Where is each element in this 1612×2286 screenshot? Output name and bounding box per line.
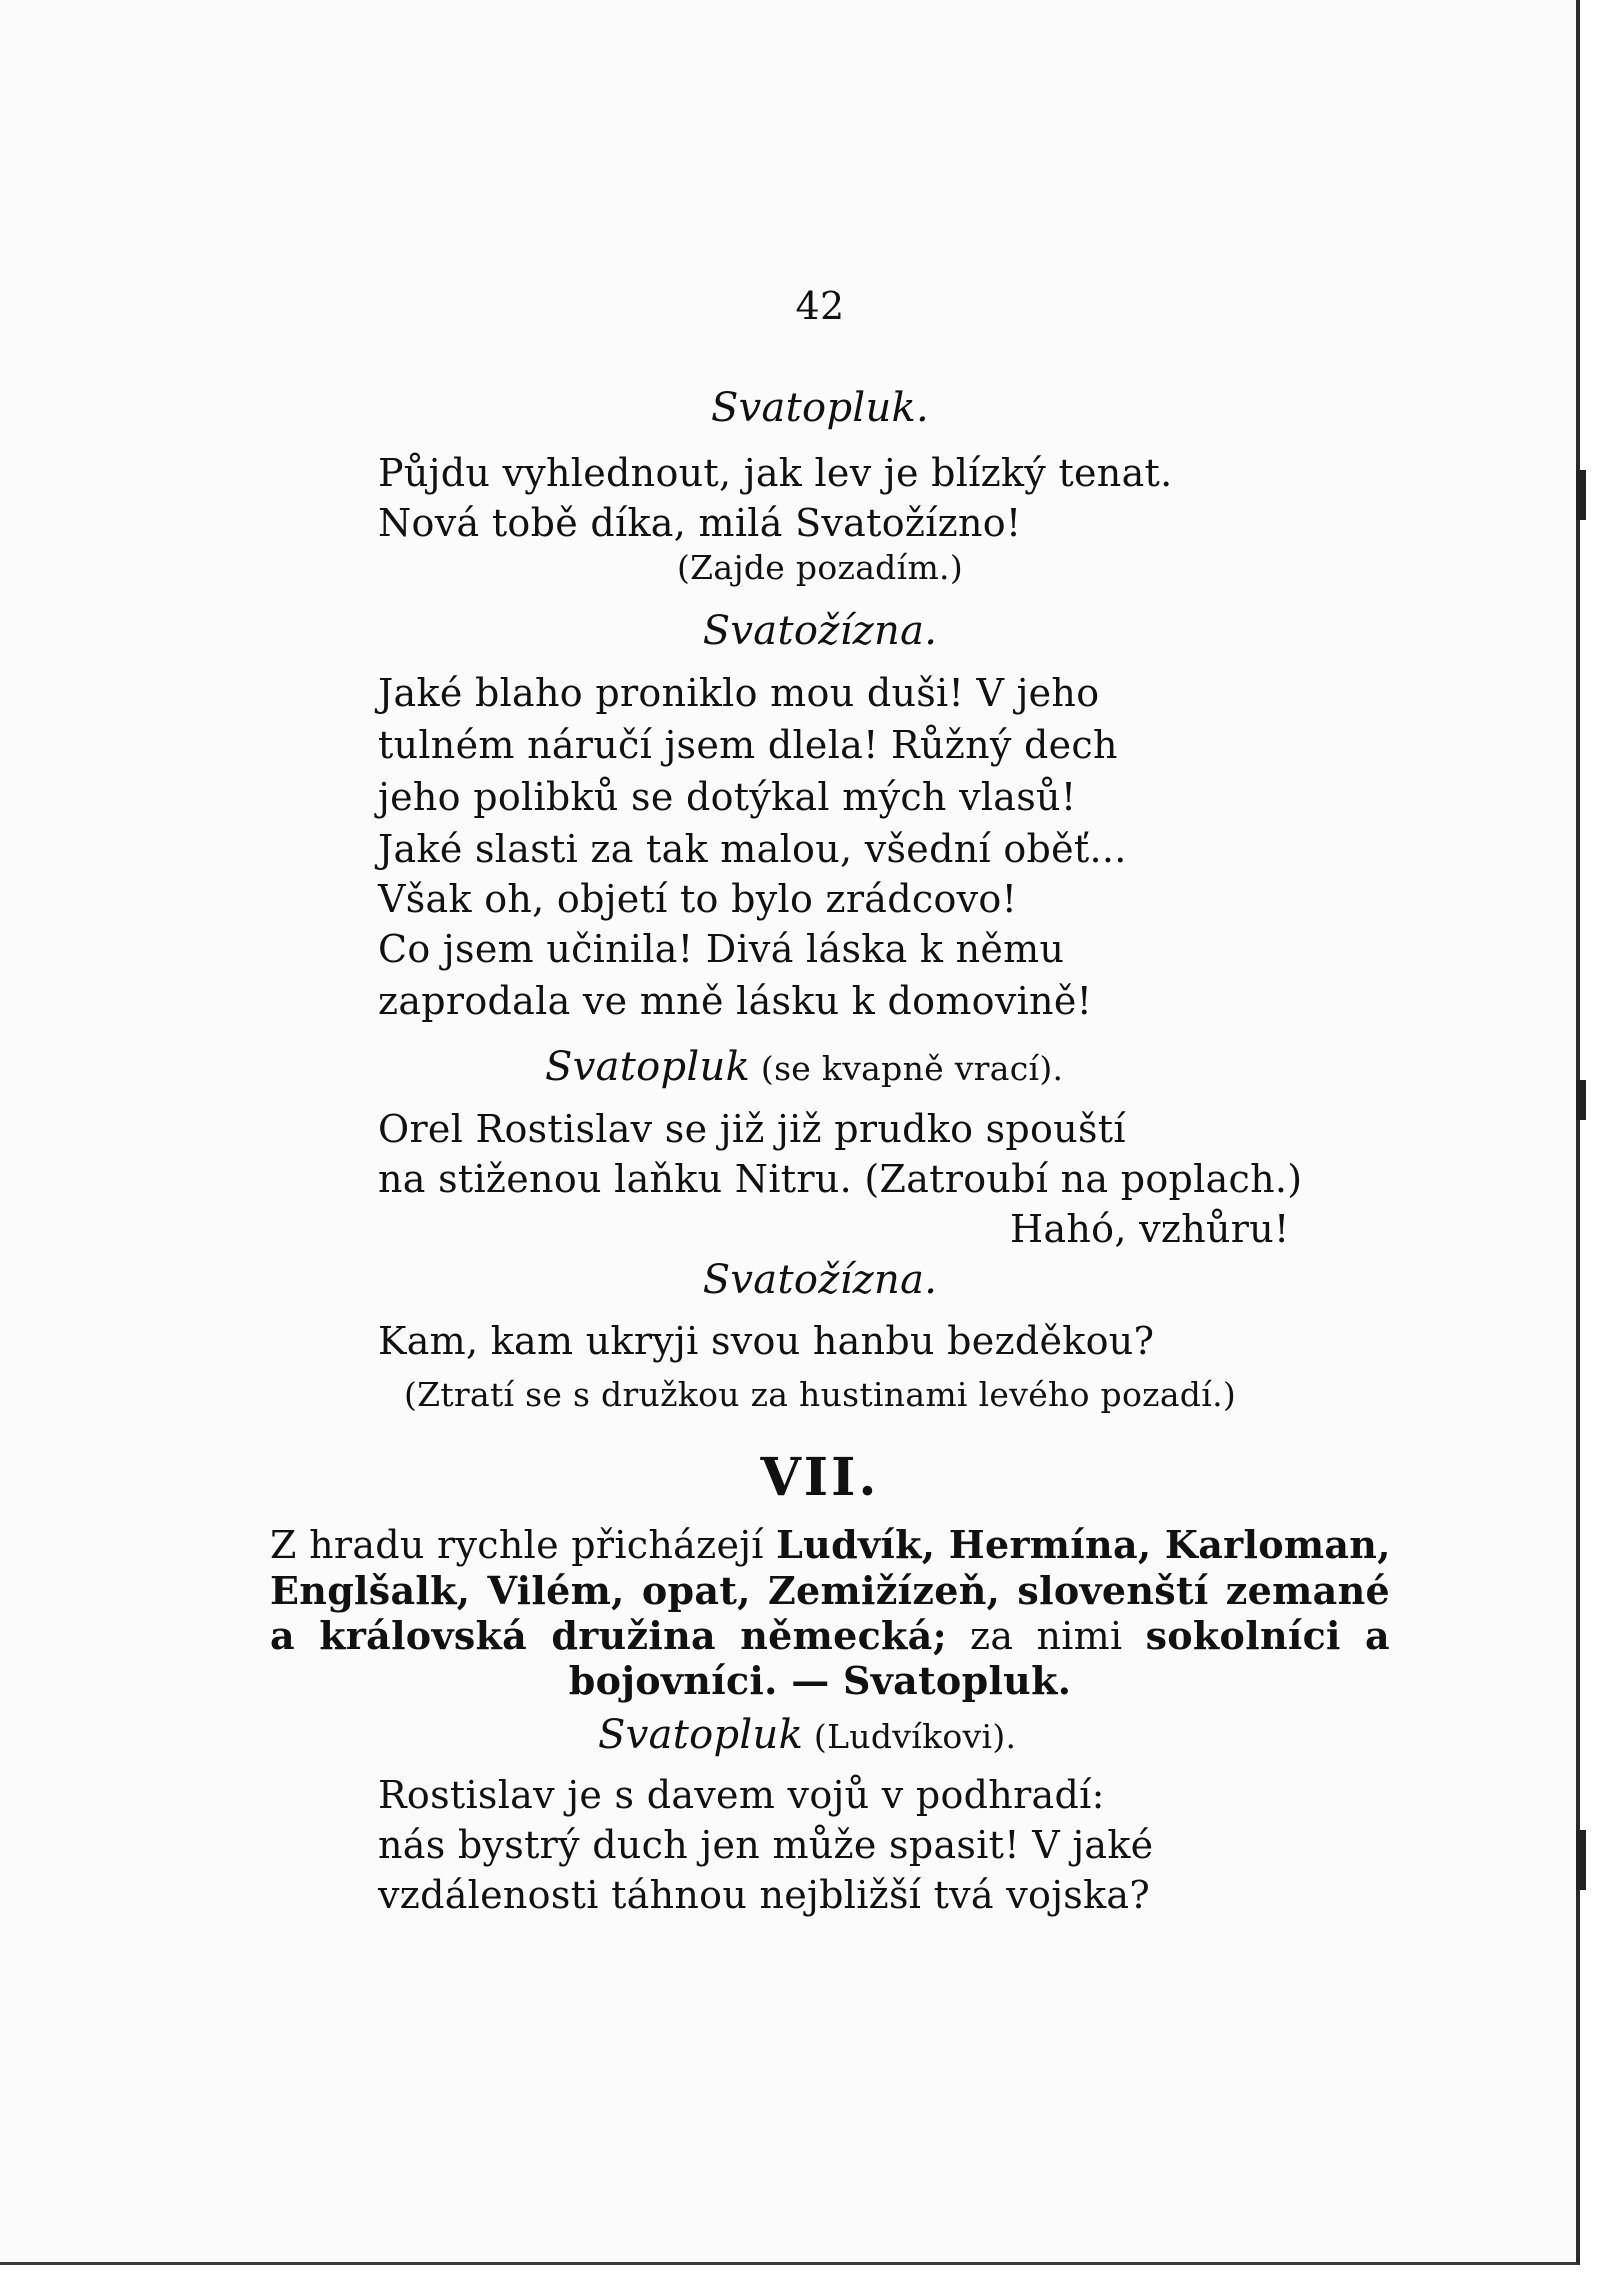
verse-line: Jaké blaho proniklo mou duši! V jeho — [378, 671, 1100, 715]
stage-direction: (Zajde pozadím.) — [676, 548, 964, 587]
speaker-svatozizna-1: Svatožízna. — [702, 608, 938, 654]
verse-line: jeho polibků se dotýkal mých vlasů! — [378, 775, 1077, 819]
scene-text: Z hradu rychle přicházejí — [270, 1523, 777, 1567]
speaker-direction: (se kvapně vrací). — [750, 1049, 1064, 1088]
speaker-line-svatopluk-3 — [598, 1712, 1016, 1760]
speaker-direction: (Ludvíkovi). — [803, 1717, 1017, 1756]
verse-line: Kam, kam ukryji svou hanbu bezděkou? — [378, 1319, 1155, 1363]
scan-edge-mark — [1576, 1080, 1586, 1120]
verse-line: Jaké slasti za tak malou, všední oběť... — [378, 827, 1127, 871]
character-names: Ludvík, Hermína, Karloman, — [776, 1522, 1391, 1567]
scene-description-line — [270, 1522, 1390, 1568]
act-title: VII. — [760, 1447, 880, 1508]
verse-line: Půjdu vyhlednout, jak lev je blízký tenat. — [378, 451, 1173, 495]
scan-edge-mark — [1576, 1830, 1586, 1890]
page-number: 42 — [795, 284, 845, 328]
scene-text: za nimi — [946, 1614, 1146, 1658]
speaker-svatopluk-3: Svatopluk — [598, 1712, 804, 1758]
verse-line: Rostislav je s davem vojů v podhradí: — [378, 1773, 1105, 1817]
verse-line: Hahó, vzhůru! — [1010, 1207, 1290, 1251]
scene-description-line — [270, 1568, 1390, 1614]
verse-line: vzdálenosti táhnou nejbližší tvá vojska? — [378, 1873, 1151, 1917]
character-names: Englšalk, Vilém, opat, Zemižízeň, slovenští zemané — [270, 1568, 1390, 1613]
verse-line: nás bystrý duch jen může spasit! V jaké — [378, 1823, 1154, 1867]
stage-direction: (Ztratí se s družkou za hustinami levého pozadí.) — [403, 1375, 1237, 1414]
scene-description-line: bojovníci. — Svatopluk. — [568, 1658, 1072, 1703]
scan-edge-mark — [1576, 470, 1586, 520]
verse-line: Nová tobě díka, milá Svatožízno! — [378, 501, 1022, 545]
character-names: sokolníci a — [1145, 1613, 1390, 1658]
verse-line: Však oh, objetí to bylo zrádcovo! — [378, 877, 1018, 921]
scene-description-line — [270, 1613, 1390, 1659]
speaker-svatozizna-2: Svatožízna. — [702, 1257, 938, 1303]
verse-line: Co jsem učinila! Divá láska k němu — [378, 927, 1065, 971]
character-names: a královská družina německá; — [270, 1613, 947, 1658]
verse-line: Orel Rostislav se již již prudko spouští — [378, 1107, 1126, 1151]
verse-line: na stiženou laňku Nitru. (Zatroubí na poplach.) — [378, 1157, 1303, 1201]
speaker-svatopluk-1: Svatopluk. — [710, 385, 930, 431]
verse-line: tulném náručí jsem dlela! Růžný dech — [378, 723, 1118, 767]
speaker-svatopluk-2: Svatopluk — [545, 1044, 751, 1090]
verse-line: zaprodala ve mně lásku k domovině! — [378, 979, 1093, 1023]
speaker-line-svatopluk-2 — [545, 1044, 1063, 1092]
